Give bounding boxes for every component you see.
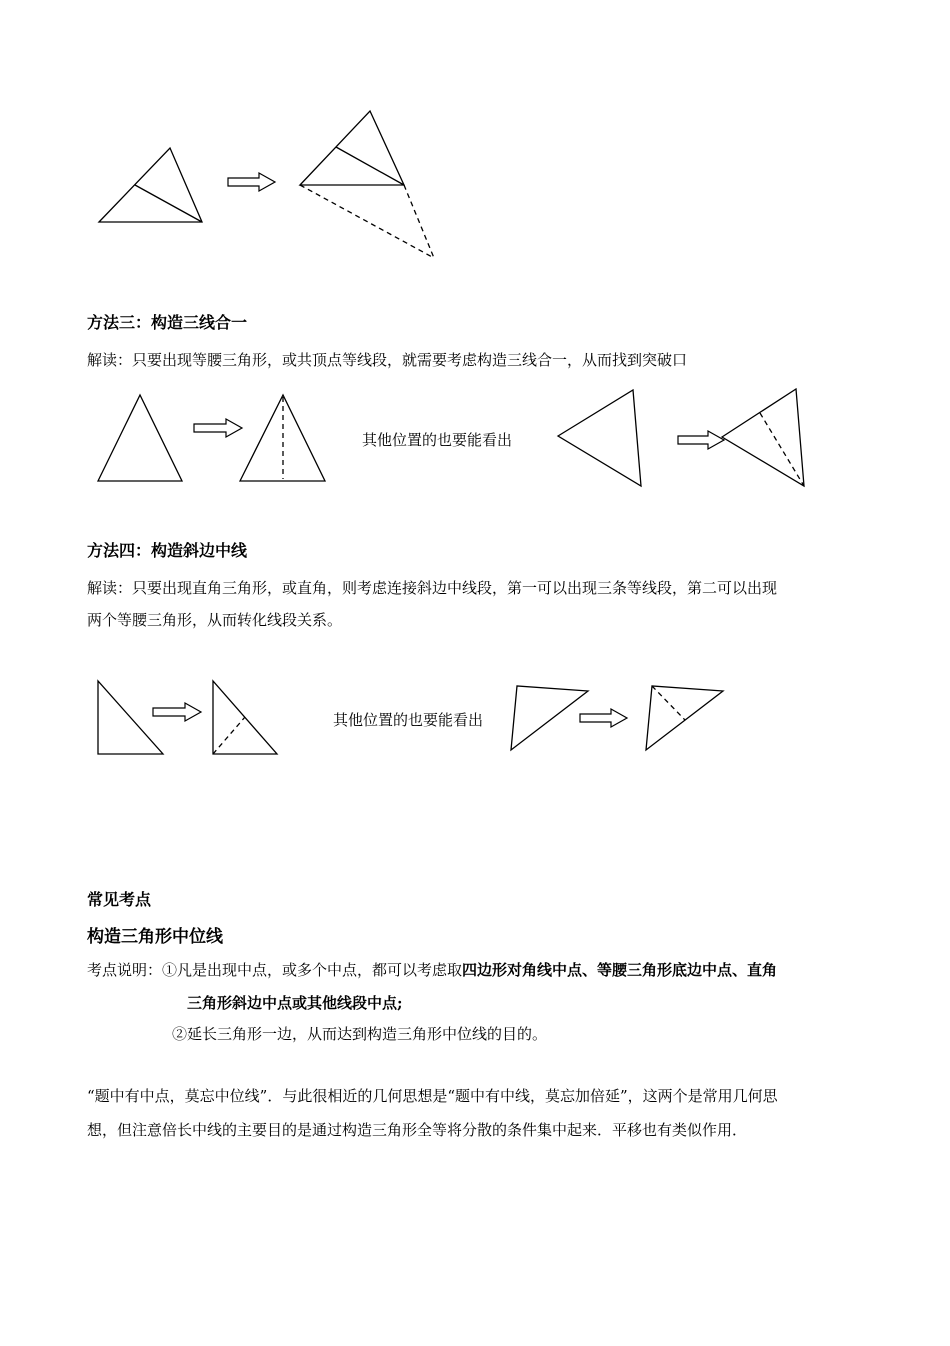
figure-right-triangle-rotated bbox=[511, 686, 588, 750]
exam-note-line1 bbox=[87, 960, 777, 980]
arrow-icon bbox=[194, 419, 242, 437]
arrow-icon bbox=[678, 431, 724, 449]
method3-explanation: 解读：只要出现等腰三角形，或共顶点等线段，就需要考虑构造三线合一，从而找到突破口 bbox=[87, 351, 688, 369]
arrow-icon bbox=[580, 709, 627, 727]
arrow-icon bbox=[153, 703, 201, 721]
method4-explanation-line2: 两个等腰三角形，从而转化线段关系。 bbox=[87, 611, 343, 629]
note1-prefix: ①凡是出现中点，或多个中点，都可以考虑取 bbox=[162, 961, 463, 979]
figure-right-triangle bbox=[98, 681, 163, 754]
method4-explanation-line1: 解读：只要出现直角三角形，或直角，则考虑连接斜边中线段，第一可以出现三条等线段，第二可以出现 bbox=[87, 579, 778, 597]
figure-midline-extended bbox=[300, 111, 434, 258]
figure-isosceles-altitude bbox=[240, 395, 325, 481]
common-points-heading: 常见考点 bbox=[87, 890, 152, 909]
method4-heading: 方法四：构造斜边中线 bbox=[87, 541, 248, 560]
note1-bold-continued: 三角形斜边中点或其他线段中点; bbox=[187, 994, 403, 1012]
method4-other-positions: 其他位置的也要能看出 bbox=[333, 711, 484, 729]
note2: ②延长三角形一边，从而达到构造三角形中位线的目的。 bbox=[172, 1025, 548, 1043]
method3-heading: 方法三：构造三线合一 bbox=[87, 313, 248, 332]
note-label: 考点说明： bbox=[87, 961, 163, 979]
figure-right-triangle-rotated-median bbox=[646, 686, 723, 750]
paragraph-line1: “题中有中点，莫忘中位线”．与此很相近的几何思想是“题中有中线，莫忘加倍延”，这两个是常用几何思 bbox=[87, 1087, 778, 1105]
note1-bold: 四边形对角线中点、等腰三角形底边中点、直角 bbox=[462, 961, 778, 979]
method3-other-positions: 其他位置的也要能看出 bbox=[362, 431, 513, 449]
figure-isosceles-rotated-altitude bbox=[722, 389, 804, 486]
figure-midline-original bbox=[99, 148, 202, 222]
midline-subheading: 构造三角形中位线 bbox=[87, 927, 223, 947]
figure-isosceles-rotated bbox=[558, 390, 641, 486]
figure-isosceles bbox=[98, 395, 182, 481]
figure-right-triangle-median bbox=[213, 681, 277, 754]
arrow-icon bbox=[228, 173, 275, 191]
paragraph-line2: 想，但注意倍长中线的主要目的是通过构造三角形全等将分散的条件集中起来．平移也有类似作用． bbox=[87, 1121, 748, 1139]
